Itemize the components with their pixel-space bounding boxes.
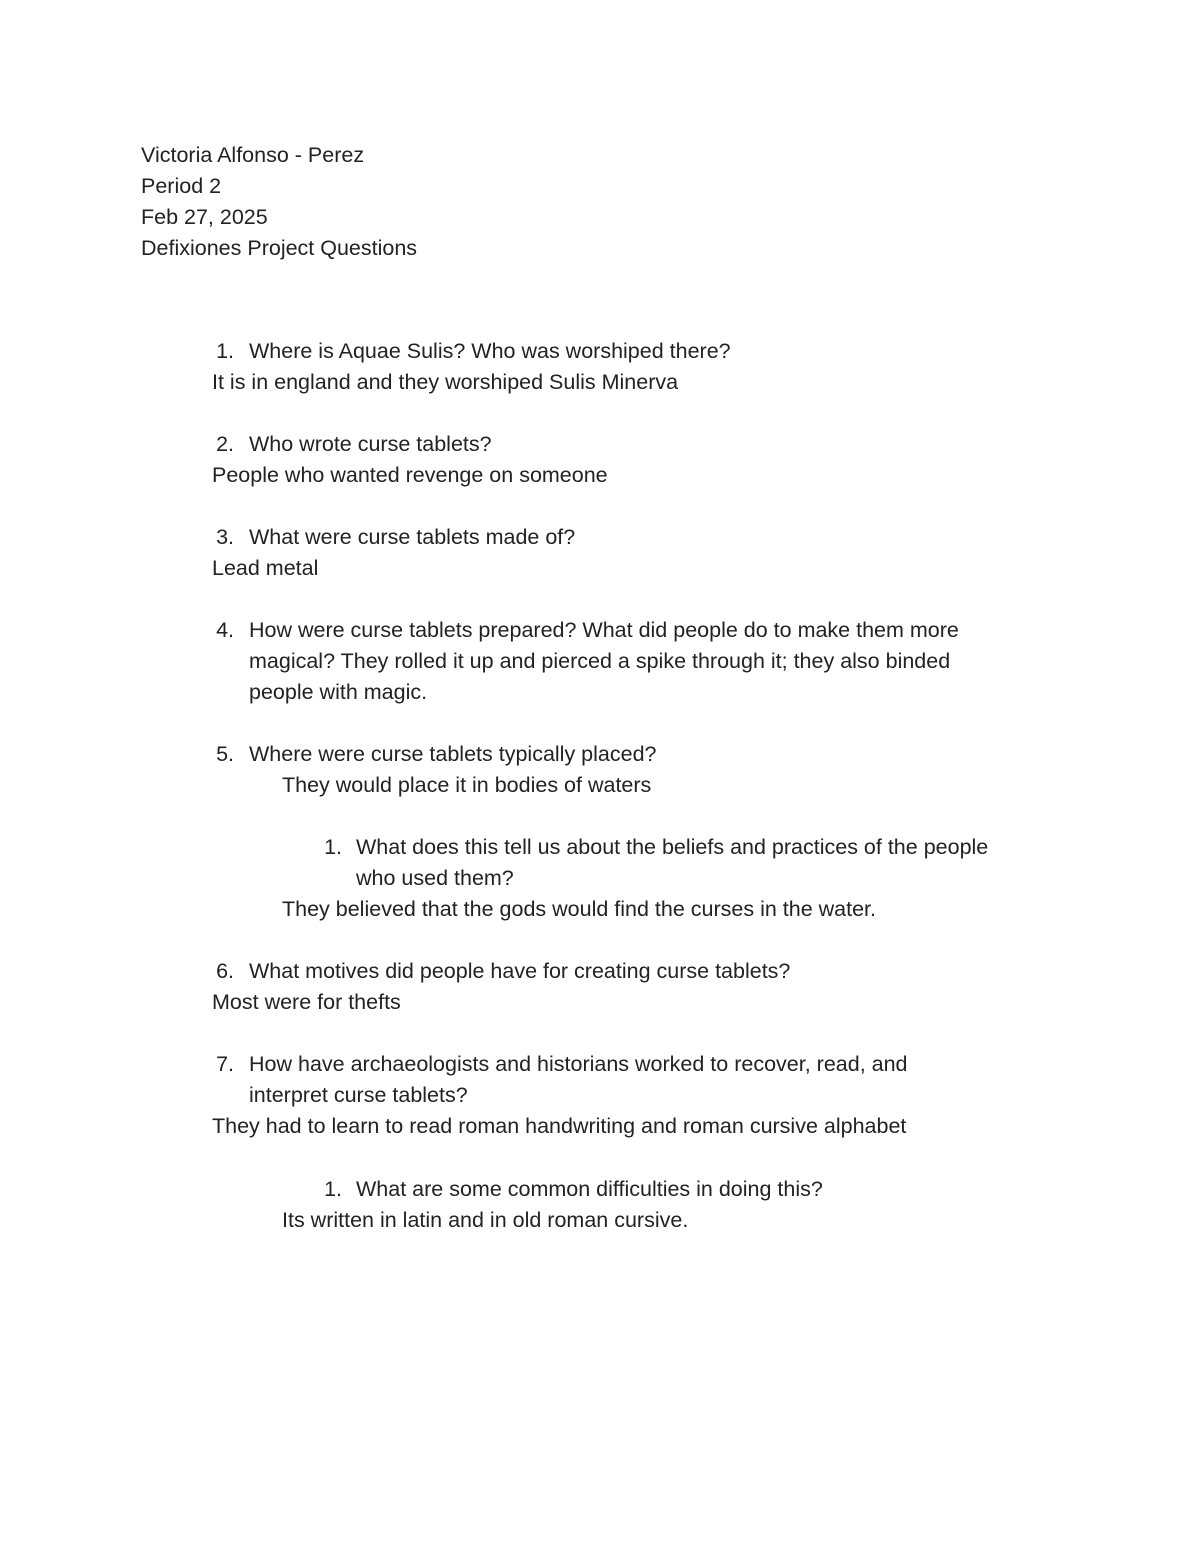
document-date: Feb 27, 2025 [141,205,268,229]
question-text: Where is Aquae Sulis? Who was worshiped there? [249,339,731,363]
answer-text: Most were for thefts [212,990,401,1014]
sub-list-number: 1. [324,835,342,859]
sub-answer-text: Its written in latin and in old roman cursive. [282,1208,689,1232]
question-text: Where were curse tablets typically placed? [249,742,657,766]
answer-text: It is in england and they worshiped Sulis Minerva [212,370,679,394]
question-text-line: interpret curse tablets? [249,1083,468,1107]
student-name: Victoria Alfonso - Perez [141,143,365,167]
answer-text: They had to learn to read roman handwriting and roman cursive alphabet [212,1114,907,1138]
sub-list-number: 1. [324,1177,342,1201]
question-text: Who wrote curse tablets? [249,432,492,456]
answer-text: They would place it in bodies of waters [282,773,652,797]
list-number: 4. [216,618,234,642]
sub-answer-text: They believed that the gods would find the curses in the water. [282,897,877,921]
class-period: Period 2 [141,174,222,198]
answer-text: Lead metal [212,556,319,580]
list-number: 7. [216,1052,234,1076]
list-number: 1. [216,339,234,363]
list-number: 2. [216,432,234,456]
list-number: 6. [216,959,234,983]
question-text-line: How have archaeologists and historians worked to recover, read, and [249,1052,908,1076]
question-text-line: magical? They rolled it up and pierced a spike through it; they also binded [249,649,951,673]
sub-question-text: What are some common difficulties in doing this? [356,1177,823,1201]
list-number: 3. [216,525,234,549]
answer-text: People who wanted revenge on someone [212,463,608,487]
sub-question-text-line: who used them? [356,866,514,890]
question-text: What were curse tablets made of? [249,525,576,549]
document-title: Defixiones Project Questions [141,236,418,260]
question-text-line: people with magic. [249,680,428,704]
question-text-line: How were curse tablets prepared? What did people do to make them more [249,618,959,642]
question-text: What motives did people have for creating curse tablets? [249,959,791,983]
sub-question-text-line: What does this tell us about the beliefs and practices of the people [356,835,989,859]
list-number: 5. [216,742,234,766]
